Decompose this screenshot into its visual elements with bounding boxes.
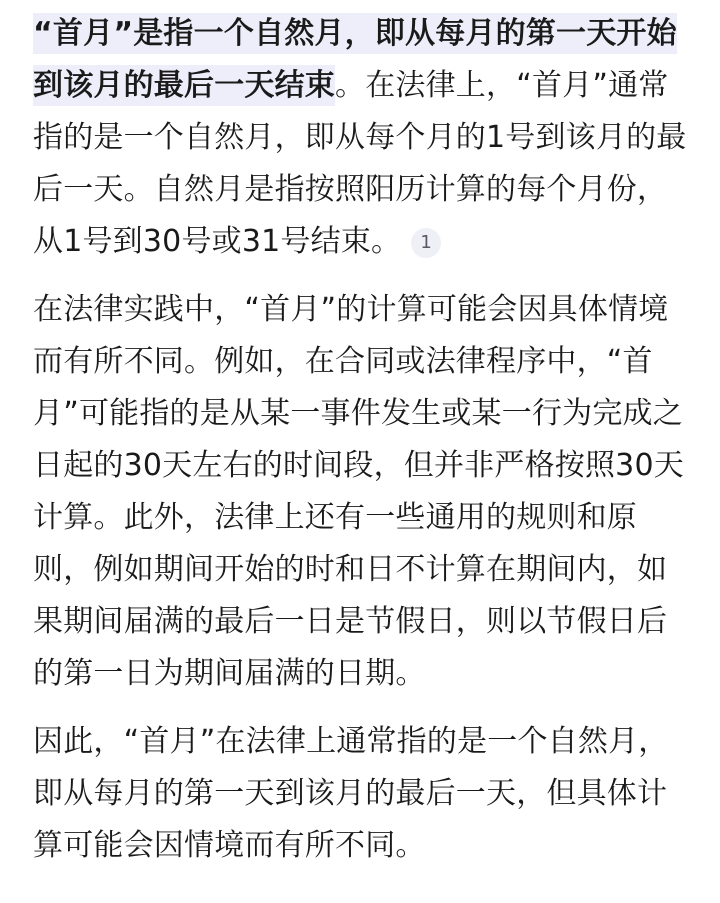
answer-paragraph-2: 在法律实践中，“首月”的计算可能会因具体情境而有所不同。例如，在合同或法律程序中，“首月”可能指的是从某一事件发生或某一行为完成之日起的30天左右的时间段，但并非严格按照30天计算。此外，法律上还有一些通用的规则和原则，例如期间开始的时和日不计算在期间内，如果期间届满的最后一日是节假日，则以节假日后的第一日为期间届满的日期。 <box>33 292 684 691</box>
citation-badge[interactable]: 1 <box>411 228 441 258</box>
highlighted-summary: “首月”是指一个自然月，即从每月的第一天开始到该月的最后一天结束 <box>33 13 677 106</box>
answer-paragraph-1 <box>33 8 693 268</box>
answer-content <box>33 8 693 888</box>
answer-paragraph-3: 因此，“首月”在法律上通常指的是一个自然月，即从每月的第一天到该月的最后一天，但具体计算可能会因情境而有所不同。 <box>33 724 669 863</box>
paragraph-1-text: 。在法律上，“首月”通常指的是一个自然月，即从每个月的1号到该月的最后一天。自然月是指按照阳历计算的每个月份，从1号到30号或31号结束。 <box>33 68 687 259</box>
